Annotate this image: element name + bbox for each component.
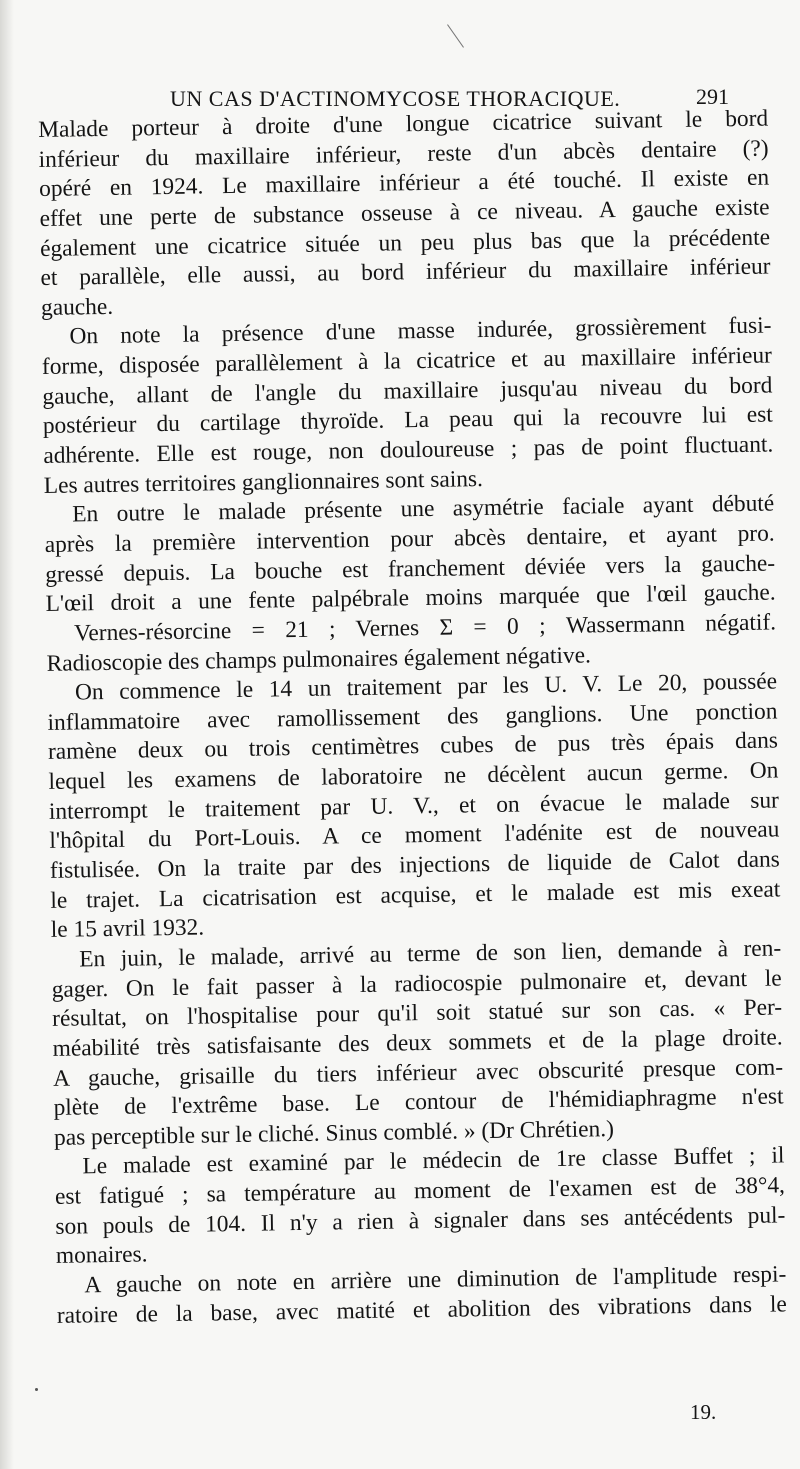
text-line: postérieur du cartilage thyroïde. La peau qui la recouvre lui est (42, 401, 773, 440)
text-line: gressé depuis. La bouche est franchement déviée vers la gauche- (44, 550, 776, 588)
text-line: opéré en 1924. Le maxillaire inférieur a été touché. Il existe en (38, 164, 770, 203)
text-line: Radioscopie des champs pulmonaires également négative. (46, 641, 592, 677)
text-line: après la première intervention pour abcès dentaire, et ayant pro. (44, 520, 775, 558)
body-text (38, 105, 787, 1332)
text-line: fistulisée. On la traite par des injections de liquide de Calot dans (49, 846, 780, 884)
text-line: est fatigué ; sa température au moment de l'examen est de 38°4, (54, 1172, 786, 1210)
text-line: gager. On le fait passer à la radiocospie pulmonaire et, devant le (51, 965, 782, 1003)
text-line: interrompt le traitement par U. V., et on évacue le malade sur (48, 787, 780, 825)
text-line: En outre le malade présente une asymétrie faciale ayant débuté (72, 490, 775, 528)
running-title: UN CAS D'ACTINOMYCOSE THORACIQUE. (170, 86, 621, 111)
page-number: 291 (696, 84, 729, 109)
scan-mark (447, 24, 464, 48)
text-line: forme, disposée parallèlement à la cicatrice et au maxillaire inférieur (41, 342, 773, 381)
text-line: En juin, le malade, arrivé au terme de son lien, demande à ren- (79, 935, 782, 973)
text-line: gauche. (40, 293, 114, 321)
text-line: le trajet. La cicatrisation est acquise, et le malade est mis exeat (50, 876, 781, 914)
text-line: inflammatoire avec ramollissement des ganglions. Une ponction (47, 698, 778, 736)
text-line: A gauche on note en arrière une diminution de l'amplitude respi- (84, 1261, 787, 1299)
text-line: On note la présence d'une masse indurée, grossièrement fusi- (69, 312, 772, 351)
text-line: lequel les examens de laboratoire ne décèlent aucun germe. On (48, 757, 779, 796)
text-line: l'hôpital du Port-Louis. A ce moment l'adénite est de nouveau (49, 816, 780, 855)
text-line: monaires. (55, 1241, 148, 1270)
text-line: inférieur du maxillaire inférieur, reste d'un abcès dentaire (?) (38, 135, 769, 173)
text-line: le 15 avril 1932. (50, 914, 205, 944)
text-line: Malade porteur à droite d'une longue cicatrice suivant le bord (38, 105, 769, 143)
text-line: L'œil droit a une fente palpébrale moins marquée que l'œil gauche. (45, 579, 776, 618)
text-line: A gauche, grisaille du tiers inférieur avec obscurité presque com- (52, 1053, 784, 1092)
text-line: effet une perte de substance osseuse à ce niveau. A gauche existe (39, 194, 770, 232)
text-line: également une cicatrice située un peu plus bas que la précédente (39, 224, 771, 262)
text-line: Le malade est examiné par le médecin de 1re classe Buffet ; il (82, 1142, 785, 1180)
text-line: gauche, allant de l'angle du maxillaire jusqu'au niveau du bord (42, 372, 773, 410)
text-line: ratoire de la base, avec matité et abolition des vibrations dans le (56, 1291, 787, 1329)
text-line: résultat, on l'hospitalise pour qu'il soit statué sur son cas. « Per- (51, 994, 783, 1033)
text-line: pas perceptible sur le cliché. Sinus comblé. » (Dr Chrétien.) (53, 1115, 615, 1151)
text-line: On commence le 14 un traitement par les U. V. Le 20, poussée (74, 668, 778, 706)
scan-dot (35, 1388, 38, 1391)
text-line: ramène deux ou trois centimètres cubes de pus très épais dans (47, 727, 779, 766)
text-line: Vernes-résorcine = 21 ; Vernes Σ = 0 ; Wassermann négatif. (73, 609, 777, 647)
text-line: Les autres territoires ganglionnaires sont sains. (43, 465, 484, 499)
text-line: son pouls de 104. Il n'y a rien à signaler dans ses antécédents pul- (55, 1202, 786, 1240)
text-line: plète de l'extrême base. Le contour de l'hémidiaphragme n'est (53, 1083, 784, 1122)
page-edge-shadow (0, 0, 14, 1469)
text-line: méabilité très satisfaisante des deux sommets et de la plage droite. (52, 1024, 783, 1062)
signature-mark: 19. (690, 1400, 717, 1424)
text-line: adhérente. Elle est rouge, non douloureuse ; pas de point fluctuant. (43, 431, 774, 470)
text-line: et parallèle, elle aussi, au bord inférieur du maxillaire inférieur (40, 253, 771, 292)
